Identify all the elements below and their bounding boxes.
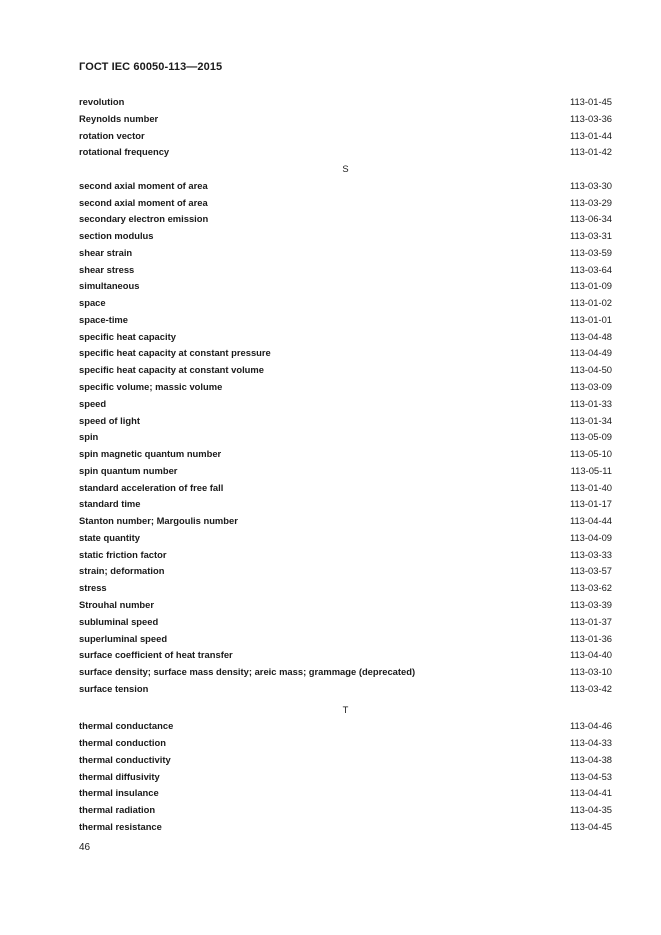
entry-code: 113-04-45 [569,820,612,832]
entry-code: 113-01-36 [569,632,612,644]
term-index [79,94,612,836]
entry-code: 113-03-39 [569,598,612,610]
entry-term: surface tension [79,682,149,694]
index-entry [79,446,612,463]
entry-term: spin quantum number [79,464,178,476]
index-entry [79,111,612,128]
entry-term: state quantity [79,531,140,543]
entry-code: 113-01-17 [569,498,612,510]
entry-term: standard time [79,498,141,510]
entry-code: 113-03-33 [569,548,612,560]
entry-term: rotation vector [79,129,145,141]
section-letter: S [342,163,349,175]
entry-code: 113-04-44 [569,515,612,527]
entry-code: 113-04-48 [569,330,612,342]
index-entry [79,94,612,111]
entry-term: stress [79,582,107,594]
entry-code: 113-03-64 [569,263,612,275]
index-entry [79,752,612,769]
entry-code: 113-04-53 [569,770,612,782]
index-entry [79,379,612,396]
entry-code: 113-01-01 [569,313,612,325]
entry-term: rotational frequency [79,146,170,158]
entry-code: 113-04-41 [569,787,612,799]
index-entry [79,345,612,362]
index-entry [79,312,612,329]
entry-code: 113-01-37 [569,615,612,627]
entry-code: 113-01-34 [569,414,612,426]
entry-code: 113-03-29 [569,196,612,208]
index-entry [79,819,612,836]
index-entry [79,480,612,497]
entry-term: subluminal speed [79,615,159,627]
entry-code: 113-03-09 [569,381,612,393]
entry-term: shear strain [79,246,133,258]
index-entry [79,211,612,228]
entry-term: Stanton number; Margoulis number [79,515,238,527]
index-entry [79,295,612,312]
entry-term: Reynolds number [79,112,159,124]
index-entry [79,128,612,145]
index-entry [79,144,612,161]
index-entry [79,178,612,195]
entry-term: specific volume; massic volume [79,381,223,393]
entry-term: speed [79,397,107,409]
entry-code: 113-04-09 [569,531,612,543]
index-entry [79,664,612,681]
entry-code: 113-03-62 [569,582,612,594]
index-entry [79,597,612,614]
index-entry [79,547,612,564]
index-entry [79,614,612,631]
entry-code: 113-03-57 [569,565,612,577]
entry-term: thermal resistance [79,820,162,832]
entry-term: surface density; surface mass density; areic mass; grammage (deprecated) [79,666,416,678]
entry-code: 113-03-30 [569,179,612,191]
index-entry [79,563,612,580]
entry-term: section modulus [79,230,154,242]
index-entry [79,735,612,752]
index-entry [79,718,612,735]
entry-term: thermal insulance [79,787,159,799]
index-entry [79,362,612,379]
entry-code: 113-03-59 [569,246,612,258]
page-number: 46 [79,842,91,853]
index-entry [79,463,612,480]
index-entry [79,631,612,648]
entry-code: 113-05-09 [569,431,612,443]
entry-code: 113-04-50 [569,364,612,376]
index-entry [79,580,612,597]
entry-code: 113-04-35 [569,804,612,816]
entry-code: 113-01-40 [569,481,612,493]
entry-code: 113-05-11 [570,464,612,476]
entry-term: second axial moment of area [79,179,208,191]
entry-code: 113-04-33 [569,737,612,749]
entry-code: 113-01-33 [569,397,612,409]
section-letter: T [342,703,349,715]
entry-term: superluminal speed [79,632,168,644]
index-entry [79,496,612,513]
entry-term: specific heat capacity at constant pressure [79,347,271,359]
entry-term: thermal diffusivity [79,770,160,782]
entry-term: secondary electron emission [79,213,209,225]
index-entry [79,769,612,786]
entry-code: 113-01-09 [569,280,612,292]
index-entry [79,396,612,413]
entry-code: 113-01-45 [569,96,612,107]
entry-code: 113-01-02 [569,297,612,309]
entry-code: 113-04-40 [569,649,612,661]
entry-code: 113-05-10 [569,448,612,460]
entry-term: specific heat capacity [79,330,176,342]
entry-code: 113-03-10 [569,666,612,678]
document-header: ГОСТ IEC 60050-113—2015 [79,61,223,73]
entry-term: thermal conductance [79,720,174,732]
index-entry [79,329,612,346]
entry-term: standard acceleration of free fall [79,481,224,493]
index-entry [79,429,612,446]
entry-code: 113-03-42 [569,682,612,694]
entry-term: thermal conduction [79,737,166,749]
entry-code: 113-04-49 [569,347,612,359]
index-entry [79,245,612,262]
entry-term: shear stress [79,263,135,275]
entry-term: specific heat capacity at constant volume [79,364,264,376]
index-entry [79,802,612,819]
entry-code: 113-06-34 [569,213,612,225]
entry-code: 113-04-38 [569,753,612,765]
index-entry [79,262,612,279]
entry-term: space-time [79,313,128,325]
index-entry [79,228,612,245]
entry-term: spin magnetic quantum number [79,448,222,460]
index-entry [79,278,612,295]
entry-term: speed of light [79,414,140,426]
index-entry [79,530,612,547]
index-entry [79,413,612,430]
index-entry [79,195,612,212]
entry-code: 113-04-46 [569,720,612,732]
entry-code: 113-01-44 [569,129,612,141]
entry-term: thermal radiation [79,804,156,816]
index-entry [79,513,612,530]
index-entry [79,785,612,802]
entry-term: second axial moment of area [79,196,208,208]
entry-term: simultaneous [79,280,140,292]
entry-term: static friction factor [79,548,167,560]
entry-term: strain; deformation [79,565,165,577]
entry-code: 113-03-31 [569,230,612,242]
entry-term: thermal conductivity [79,753,171,765]
entry-code: 113-01-42 [569,146,612,158]
index-entry [79,681,612,698]
index-entry [79,647,612,664]
entry-term: revolution [79,96,125,107]
entry-term: spin [79,431,99,443]
entry-term: space [79,297,106,309]
entry-term: Strouhal number [79,598,155,610]
entry-term: surface coefficient of heat transfer [79,649,233,661]
entry-code: 113-03-36 [569,112,612,124]
